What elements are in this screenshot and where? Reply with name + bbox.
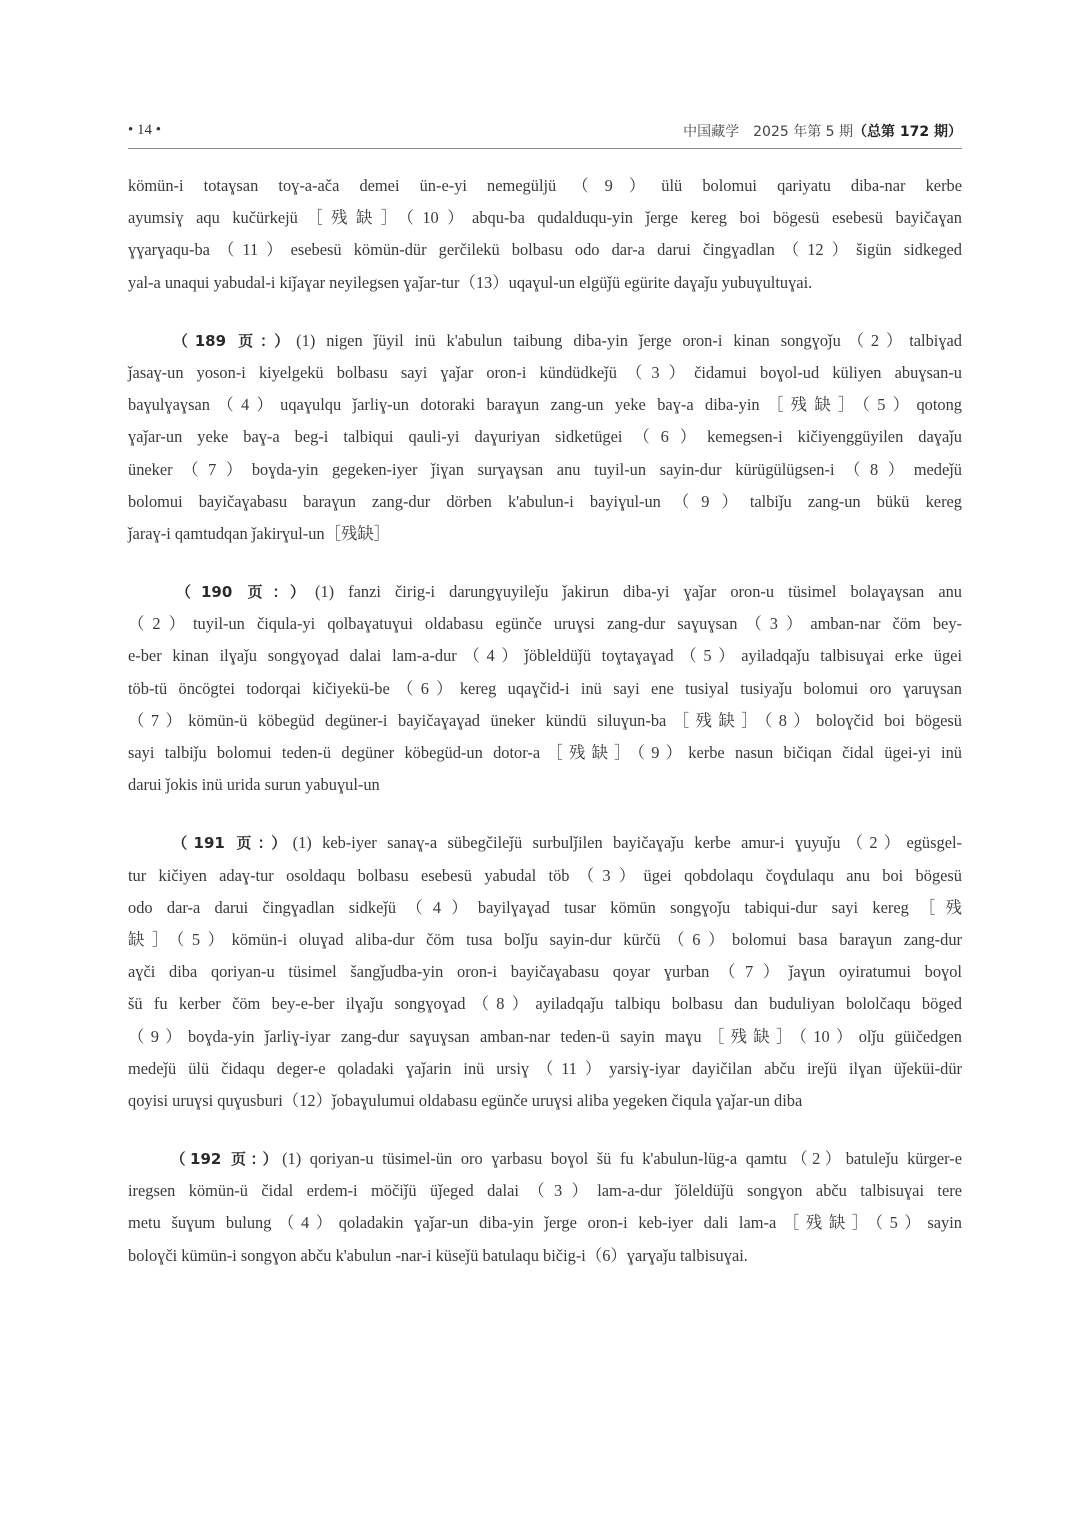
text-line: šü fu kerber čöm bey-e-ber ilɣaǰu songɣoɣad（8）ayiladqaǰu talbiqu bolbasu dan buduliyan bololčaqu böged (128, 994, 962, 1014)
text-block-page-192 (128, 1143, 962, 1272)
text-line: kömün-i totaɣsan toɣ-a-ača demei ün-e-yi nemegüljü（9）ülü bolomui qariyatu diba-nar kerbe (128, 176, 962, 195)
text-line: töb-tü öncögtei todorqai kičiyekü-be（6）kereg uqaɣčid-i inü sayi ene tusiyal tusiyaǰu bolomui oro ɣaruɣsan (128, 678, 962, 698)
text-line (128, 325, 962, 357)
text-line: aɣči diba qoriyan-u tüsimel šangǰudba-yin oron-i bayičaɣabasu qoyar ɣurban（7）ǰaɣun oyiratumui boɣol (128, 962, 962, 982)
page-number: • 14 • (128, 122, 162, 138)
text-line: tur kičiyen adaɣ-tur osoldaqu bolbasu esebesü yabudal töb（3）ügei qobdolaqu čoɣdulaqu anu boi bögesü (128, 865, 962, 885)
text-line: （9）boɣda-yin ǰarliɣ-iyar zang-dur saɣuɣsan amban-nar teden-ü sayin maɣu［残缺］（10）olǰu güičedgen (128, 1026, 962, 1046)
transliteration-body (128, 170, 962, 1298)
page-reference-label: （190 页：） (166, 583, 315, 602)
text-line (128, 827, 962, 859)
text-line: （7）kömün-ü köbegüd degüner-i bayičaɣaɣad üneker kündü siluɣun-ba［残缺］（8）boloɣčid boi bögesü (128, 710, 962, 730)
page-reference-label: （189 页：） (166, 331, 297, 350)
text-line-content: (1) keb-iyer sanaɣ-a sübegčileǰü surbulǰilen bayičaɣaǰu kerbe amur-i ɣuyuǰu（2）egüsgel- (292, 833, 962, 853)
text-line (128, 1143, 962, 1175)
text-line (128, 576, 962, 608)
journal-info (683, 121, 962, 141)
text-line: yal-a unaqui yabudal-i kiǰaɣar neyilegsen ɣaǰar-tur（13）uqaɣul-un elgüǰü egürite daɣaǰu yubuɣultuɣai. (128, 272, 813, 292)
text-line: ǰasaɣ-un yoson-i kiyelgekü bolbasu sayi ɣaǰar oron-i kündüdkeǰü（3）čidamui boɣol-ud küliyen abuɣsan-u (128, 362, 962, 382)
text-line: e-ber kinan ilɣaǰu songɣoɣad dalai lam-a-dur（4）ǰöbleldüǰü toɣtaɣaɣad（5）ayiladqaǰu talbisuɣai erke ügei (128, 646, 962, 666)
text-line: bolomui bayičaɣabasu baraɣun zang-dur dörben k'abulun-i bayiɣul-un（9）talbiǰu zang-un bükü kereg (128, 491, 962, 511)
text-line: sayi talbiǰu bolomui teden-ü degüner köbegüd-un dotor-a［残缺］（9）kerbe nasun bičiqan čidal ügei-yi inü (128, 743, 962, 762)
text-line: ayumsiɣ aqu kučürkejü［残缺］（10）abqu-ba qudalduqu-yin ǰerge kereg boi bögesü esebesü bayičaɣan (128, 208, 962, 228)
running-header (128, 118, 962, 149)
text-line: ɣɣarɣaqu-ba（11）esebesü kömün-dür gerčilekü bolbasu odo dar-a darui čingɣadlan（12）šigün sidkeged (128, 240, 962, 260)
text-line: üneker（7）boɣda-yin gegeken-iyer ǰiɣan surɣaɣsan anu tuyil-un sayin-dur kürügülügsen-i（8）medeǰü (128, 459, 962, 479)
text-block-page-189 (128, 325, 962, 550)
text-line: 缺］（5）kömün-i oluɣad aliba-dur čöm tusa bolǰu sayin-dur kürčü（6）bolomui basa baraɣun zang-dur (128, 929, 962, 949)
journal-issue-total: （总第 172 期） (853, 124, 962, 140)
text-line: boloɣči kümün-i songɣon abču k'abulun -nar-i küseǰü batulaqu bičig-i（6）ɣarɣaǰu talbisuɣai. (128, 1245, 748, 1265)
page-reference-label: （191 页：） (166, 834, 293, 853)
text-block-continuation (128, 170, 962, 299)
text-line: darui ǰokis inü urida surun yabuɣul-un (128, 775, 380, 795)
text-line: baɣulɣaɣsan（4）uqaɣulqu ǰarliɣ-un dotoraki baraɣun zang-un yeke baɣ-a diba-yin［残缺］（5）qotong (128, 395, 962, 415)
journal-issue: 中国藏学 2025 年第 5 期 (683, 124, 854, 140)
text-line: metu šuɣum bulung（4）qoladakin ɣaǰar-un diba-yin ǰerge oron-i keb-iyer dali lam-a［残缺］（5）sayin (128, 1213, 962, 1233)
page-reference-label: （192 页：） (166, 1150, 283, 1169)
text-line: medeǰü ülü čidaqu deger-e qoladaki ɣaǰarin inü ursiɣ（11）yarsiɣ-iyar dayičilan abču ireǰü ilɣan üǰeküi-dür (128, 1058, 962, 1078)
text-line: odo dar-a darui čingɣadlan sidkeǰü（4）bayilɣaɣad tusar kömün songɣoǰu tabiqui-dur sayi kereg［残 (128, 897, 962, 917)
text-block-page-190 (128, 576, 962, 801)
text-line: ɣaǰar-un yeke baɣ-a beg-i talbiqui qauli-yi daɣuriyan sidketügei（6）kemegsen-i kičiyenggüyilen daɣaǰu (128, 427, 962, 447)
text-line: ǰaraɣ-i qamtudqan ǰakirɣul-un［残缺］ (128, 523, 391, 543)
text-line-content: (1) qoriyan-u tüsimel-ün oro ɣarbasu boɣol šü fu k'abulun-lüg-a qamtu（2）batuleǰu kürger-e (282, 1149, 962, 1169)
text-line-content: (1) nigen ǰüyil inü k'abulun taibung diba-yin ǰerge oron-i kinan songɣoǰu（2）talbiɣad (296, 330, 962, 350)
text-line-content: (1) fanzi čirig-i darungɣuyileǰu ǰakirun diba-yi ɣaǰar oron-u tüsimel bolaɣaɣsan anu (314, 582, 962, 602)
text-line: iregsen kömün-ü čidal erdem-i möčiǰü üǰeged dalai（3）lam-a-dur ǰöleldüǰü songɣon abču talbisuɣai tere (128, 1181, 962, 1201)
text-line: （2）tuyil-un čiqula-yi qolbaɣatuɣui oldabasu egünče uruɣsi zang-dur saɣuɣsan（3）amban-nar čöm bey- (128, 614, 962, 634)
text-line: qoyisi uruɣsi quɣusburi（12）ǰobaɣulumui oldabasu egünče uruɣsi aliba yegeken čiqula ɣaǰar-un diba (128, 1090, 803, 1110)
text-block-page-191 (128, 827, 962, 1117)
